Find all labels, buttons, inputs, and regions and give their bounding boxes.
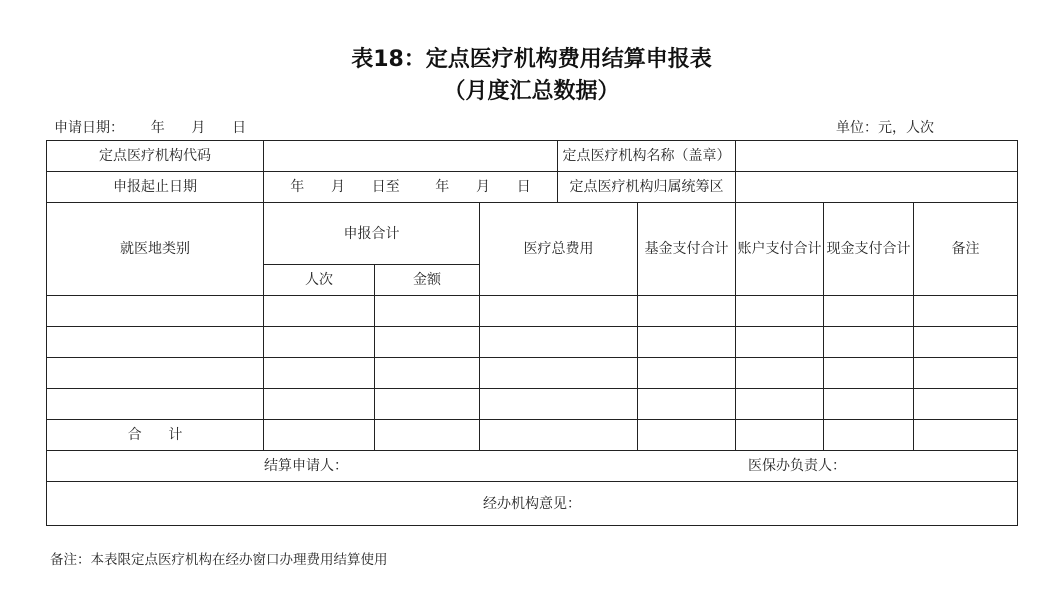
period-label: 申报起止日期 [47,172,264,203]
table-cell[interactable] [264,389,375,420]
col-amount-header: 金额 [375,265,480,296]
col-remarks-header: 备注 [914,203,1018,296]
table-cell[interactable] [824,296,914,327]
col-declared-total-header: 申报合计 [264,203,480,265]
col-account-pay-header: 账户支付合计 [736,203,824,296]
table-cell[interactable] [914,296,1018,327]
table-cell[interactable] [264,358,375,389]
col-category-header: 就医地类别 [47,203,264,296]
table-cell[interactable] [480,296,638,327]
table-cell[interactable] [736,420,824,451]
table-cell[interactable] [264,420,375,451]
table-cell[interactable] [914,389,1018,420]
table-cell[interactable] [375,327,480,358]
col-fund-pay-header: 基金支付合计 [638,203,736,296]
table-cell[interactable] [638,389,736,420]
table-cell[interactable] [736,327,824,358]
unit-label: 单位：元，人次 [836,120,934,136]
table-cell[interactable] [638,327,736,358]
table-cell[interactable] [736,358,824,389]
table-cell[interactable] [47,327,264,358]
table-cell[interactable] [824,389,914,420]
table-cell[interactable] [480,327,638,358]
table-cell[interactable] [824,327,914,358]
total-row [47,420,1018,451]
period-field[interactable]: 年 月 日至 年 月 日 [264,172,558,203]
region-label: 定点医疗机构归属统筹区 [558,172,736,203]
agency-opinion-label: 经办机构意见： [483,495,582,512]
table-row [47,296,1018,327]
col-total-cost-header: 医疗总费用 [480,203,638,296]
table-cell[interactable] [375,358,480,389]
org-code-label: 定点医疗机构代码 [47,141,264,172]
table-cell[interactable] [47,389,264,420]
table-cell[interactable] [47,358,264,389]
table-cell[interactable] [264,327,375,358]
table-cell[interactable] [264,296,375,327]
table-cell[interactable] [47,296,264,327]
region-field[interactable] [736,172,1018,203]
col-person-times-header: 人次 [264,265,375,296]
org-name-label: 定点医疗机构名称（盖章） [558,141,736,172]
settlement-form-table [46,140,1018,526]
page-title: 表18：定点医疗机构费用结算申报表 [351,47,712,72]
table-cell[interactable] [375,389,480,420]
table-cell[interactable] [480,389,638,420]
table-cell[interactable] [638,420,736,451]
table-cell[interactable] [375,296,480,327]
table-cell[interactable] [480,420,638,451]
table-cell[interactable] [638,296,736,327]
total-row-label: 合 计 [47,420,264,451]
table-cell[interactable] [638,358,736,389]
table-cell[interactable] [375,420,480,451]
apply-date-label: 申请日期： 年 月 日 [54,120,247,136]
table-cell[interactable] [480,358,638,389]
org-name-field[interactable] [736,141,1018,172]
agency-opinion-field[interactable] [47,482,1018,526]
table-cell[interactable] [914,358,1018,389]
table-row [47,327,1018,358]
footnote: 备注：本表限定点医疗机构在经办窗口办理费用结算使用 [50,552,388,568]
applicant-label: 结算申请人： [264,458,348,474]
signature-row [47,451,1018,482]
page-subtitle: （月度汇总数据） [443,79,620,104]
org-code-field[interactable] [264,141,558,172]
insurance-officer-label: 医保办负责人： [748,458,846,474]
table-cell[interactable] [824,420,914,451]
table-cell[interactable] [736,389,824,420]
col-cash-pay-header: 现金支付合计 [824,203,914,296]
table-cell[interactable] [736,296,824,327]
table-row [47,389,1018,420]
table-cell[interactable] [914,327,1018,358]
table-cell[interactable] [824,358,914,389]
table-row [47,358,1018,389]
table-cell[interactable] [914,420,1018,451]
